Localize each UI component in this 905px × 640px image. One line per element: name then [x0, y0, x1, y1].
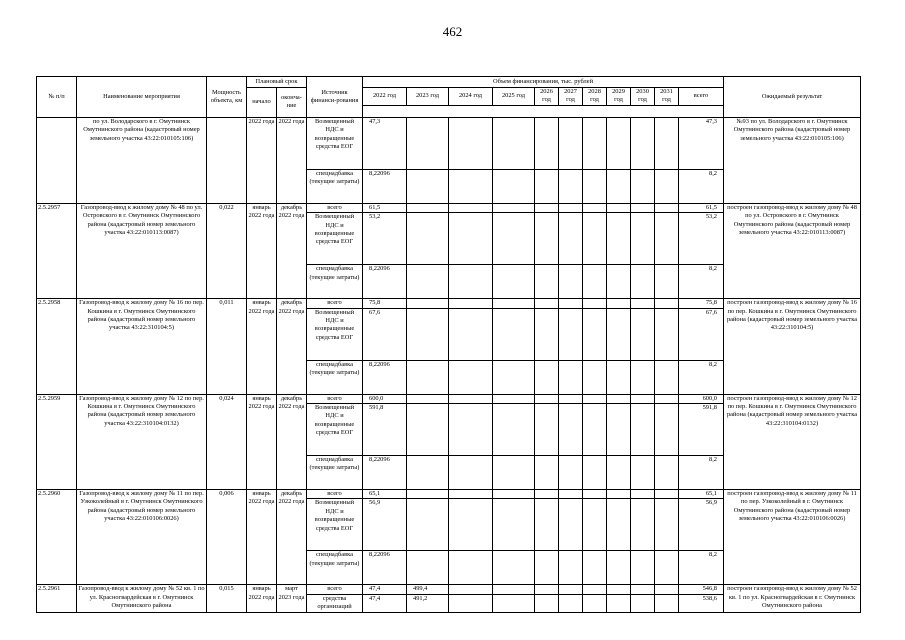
value-2022: 67,6 [363, 308, 407, 360]
value-empty [493, 404, 535, 456]
funding-source: всего [307, 394, 363, 403]
value-empty [493, 594, 535, 612]
value-empty [493, 117, 535, 169]
value-empty [607, 360, 631, 394]
funding-source: Возмещенный НДС и возвращенные средства ЕОГ [307, 117, 363, 169]
value-empty [535, 169, 559, 203]
value-2022: 47,3 [363, 117, 407, 169]
funding-source: Возмещенный НДС и возвращенные средства ЕОГ [307, 499, 363, 551]
page-number: 462 [442, 24, 463, 39]
value-empty [655, 585, 679, 594]
value-empty [607, 585, 631, 594]
funding-source: спецнадбавка (текущие затраты) [307, 360, 363, 394]
expected-result: построен газопровод-ввод к жилому дому № 52 кв. 1 по ул. Красногвардейская в г. Омутнинск Омутнинского района [724, 585, 861, 612]
funding-source: Возмещенный НДС и возвращенные средства ЕОГ [307, 213, 363, 265]
value-empty [559, 456, 583, 490]
value-total: 53,2 [679, 213, 724, 265]
capacity-value: 0,015 [207, 585, 247, 612]
value-2022: 47,4 [363, 585, 407, 594]
term-end: декабрь 2022 года [277, 299, 307, 394]
measure-name: Газопровод-ввод к жилому дому № 48 по ул. Островского в г. Омутнинск Омутнинского района (кадастровый номер земельного участка 43:22:010113:0087) [77, 203, 207, 298]
header-capacity: Мощность объекта, км [207, 77, 247, 118]
value-empty [631, 456, 655, 490]
value-empty [493, 308, 535, 360]
value-empty [559, 394, 583, 403]
value-empty [559, 203, 583, 212]
funding-source: всего [307, 490, 363, 499]
value-empty [631, 169, 655, 203]
funding-source: спецнадбавка (текущие затраты) [307, 456, 363, 490]
value-empty [607, 213, 631, 265]
value-2023 [407, 213, 449, 265]
value-empty [449, 360, 493, 394]
value-empty [583, 360, 607, 394]
value-2022: 591,8 [363, 404, 407, 456]
value-empty [583, 404, 607, 456]
value-empty [607, 394, 631, 403]
value-empty [631, 117, 655, 169]
value-total: 538,6 [679, 594, 724, 612]
value-empty [631, 308, 655, 360]
value-empty [655, 594, 679, 612]
value-empty [535, 213, 559, 265]
value-empty [535, 203, 559, 212]
funding-source: всего [307, 299, 363, 308]
value-2022: 8,22096 [363, 551, 407, 585]
capacity-value: 0,024 [207, 394, 247, 489]
value-2023 [407, 308, 449, 360]
header-term-end: оконча-ние [277, 88, 307, 118]
table-row [37, 490, 861, 499]
row-number [37, 117, 77, 203]
value-empty [655, 213, 679, 265]
value-empty [607, 456, 631, 490]
value-empty [449, 308, 493, 360]
value-2023 [407, 394, 449, 403]
header-result: Ожидаемый результат [724, 77, 861, 118]
header-year: 2022 год [363, 88, 407, 106]
value-2023 [407, 265, 449, 299]
value-empty [559, 499, 583, 551]
value-empty [655, 360, 679, 394]
value-empty [535, 585, 559, 594]
value-2022: 8,22096 [363, 456, 407, 490]
term-start: январь 2022 года [247, 585, 277, 612]
header-term-start: начало [247, 88, 277, 118]
value-empty [493, 213, 535, 265]
term-end: декабрь 2022 года [277, 203, 307, 298]
value-empty [449, 585, 493, 594]
term-start: 2022 года [247, 117, 277, 203]
funding-source: всего [307, 203, 363, 212]
header-year: 2024 год [449, 88, 493, 106]
value-empty [449, 394, 493, 403]
value-total: 56,9 [679, 499, 724, 551]
value-empty [583, 594, 607, 612]
value-empty [493, 499, 535, 551]
value-empty [583, 308, 607, 360]
header-source: Источник финанси-рования [307, 77, 363, 118]
capacity-value: 0,006 [207, 490, 247, 585]
header-year: 2028 год [583, 88, 607, 106]
value-2022: 61,5 [363, 203, 407, 212]
value-empty [583, 456, 607, 490]
value-2022: 53,2 [363, 213, 407, 265]
term-start: январь 2022 года [247, 299, 277, 394]
value-empty [655, 456, 679, 490]
funding-source: спецнадбавка (текущие затраты) [307, 169, 363, 203]
value-empty [493, 169, 535, 203]
value-2022: 75,8 [363, 299, 407, 308]
table-row [37, 585, 861, 594]
value-total: 546,8 [679, 585, 724, 594]
table-row [37, 394, 861, 403]
value-total: 65,1 [679, 490, 724, 499]
term-end: 2022 года [277, 117, 307, 203]
header-year: 2023 год [407, 88, 449, 106]
value-empty [655, 404, 679, 456]
term-end: март 2023 года [277, 585, 307, 612]
term-end: декабрь 2022 года [277, 490, 307, 585]
value-empty [655, 203, 679, 212]
value-empty [535, 394, 559, 403]
header-year: 2030 год [631, 88, 655, 106]
value-empty [655, 169, 679, 203]
value-2022: 65,1 [363, 490, 407, 499]
value-total: 8,2 [679, 169, 724, 203]
table-row [37, 117, 861, 169]
value-empty [631, 594, 655, 612]
expected-result: построен газопровод-ввод к жилому дому № 48 по ул. Островского в г. Омутнинск Омутнинского района (кадастровый номер земельного участка 43:22:010113:0087) [724, 203, 861, 298]
capacity-value: 0,022 [207, 203, 247, 298]
value-empty [583, 203, 607, 212]
value-empty [535, 490, 559, 499]
value-empty [607, 594, 631, 612]
term-end: декабрь 2022 года [277, 394, 307, 489]
row-number: 2.5.2957 [37, 203, 77, 298]
measure-name: Газопровод-ввод к жилому дому № 52 кв. 1 по ул. Красногвардейская в г. Омутнинск Омутнинского района [77, 585, 207, 612]
table-row [37, 299, 861, 308]
value-empty [449, 213, 493, 265]
value-empty [631, 265, 655, 299]
value-empty [493, 203, 535, 212]
value-empty [559, 490, 583, 499]
value-empty [583, 299, 607, 308]
value-empty [559, 594, 583, 612]
value-empty [583, 551, 607, 585]
header-name: Наименование мероприятия [77, 77, 207, 118]
value-2023 [407, 117, 449, 169]
value-empty [583, 499, 607, 551]
value-empty [631, 404, 655, 456]
value-empty [449, 499, 493, 551]
value-empty [449, 265, 493, 299]
value-empty [607, 299, 631, 308]
value-empty [655, 265, 679, 299]
value-empty [631, 551, 655, 585]
value-empty [493, 360, 535, 394]
value-empty [583, 117, 607, 169]
value-empty [631, 299, 655, 308]
value-empty [535, 117, 559, 169]
value-empty [607, 499, 631, 551]
value-empty [631, 360, 655, 394]
value-total: 591,8 [679, 404, 724, 456]
value-empty [655, 117, 679, 169]
expected-result: построен газопровод-ввод к жилому дому № 12 по пер. Кошкина в г. Омутнинск Омутнинского района (кадастровый номер земельного участка 43:22:310104:0132) [724, 394, 861, 489]
value-empty [535, 456, 559, 490]
funding-source: Возмещенный НДС и возвращенные средства ЕОГ [307, 404, 363, 456]
value-total: 75,8 [679, 299, 724, 308]
value-empty [449, 490, 493, 499]
value-empty [655, 299, 679, 308]
value-empty [449, 456, 493, 490]
value-empty [535, 299, 559, 308]
header-year: 2025 год [493, 88, 535, 106]
value-total: 61,5 [679, 203, 724, 212]
value-empty [559, 117, 583, 169]
value-empty [559, 360, 583, 394]
funding-table [36, 76, 861, 613]
table-body [37, 117, 861, 612]
value-2023: 491,2 [407, 594, 449, 612]
measure-name: Газопровод-ввод к жилому дому № 11 по пер. Узкоколейный в г. Омутнинск Омутнинского района (кадастровый номер земельного участка 43:22:010106:0026) [77, 490, 207, 585]
table-header [37, 77, 861, 118]
header-funding: Объем финансирования, тыс. рублей [363, 77, 724, 88]
header-year: 2031 год [655, 88, 679, 106]
value-empty [583, 265, 607, 299]
value-empty [631, 203, 655, 212]
value-2022: 600,0 [363, 394, 407, 403]
value-empty [535, 594, 559, 612]
capacity-value: 0,011 [207, 299, 247, 394]
value-empty [449, 551, 493, 585]
value-total: 8,2 [679, 265, 724, 299]
value-empty [559, 551, 583, 585]
header-year: 2027 год [559, 88, 583, 106]
value-empty [655, 394, 679, 403]
value-total: 8,2 [679, 456, 724, 490]
value-empty [583, 394, 607, 403]
funding-source: всего [307, 585, 363, 594]
value-empty [449, 594, 493, 612]
value-empty [535, 404, 559, 456]
value-empty [583, 490, 607, 499]
value-empty [631, 394, 655, 403]
funding-source: спецнадбавка (текущие затраты) [307, 265, 363, 299]
value-empty [607, 169, 631, 203]
value-empty [449, 404, 493, 456]
value-2022: 8,22096 [363, 265, 407, 299]
header-term: Плановый срок [247, 77, 307, 88]
value-empty [655, 551, 679, 585]
value-empty [493, 456, 535, 490]
value-empty [535, 265, 559, 299]
term-start: январь 2022 года [247, 490, 277, 585]
value-empty [449, 203, 493, 212]
value-empty [493, 551, 535, 585]
value-empty [449, 117, 493, 169]
value-empty [559, 404, 583, 456]
funding-source: Возмещенный НДС и возвращенные средства ЕОГ [307, 308, 363, 360]
value-empty [631, 499, 655, 551]
value-total: 8,2 [679, 551, 724, 585]
expected-result: построен газопровод-ввод к жилому дому № 16 по пер. Кошкина в г. Омутнинск Омутнинского района (кадастровый номер земельного участка 43:22:310104:5) [724, 299, 861, 394]
value-empty [449, 169, 493, 203]
header-year: 2029 год [607, 88, 631, 106]
capacity-value [207, 117, 247, 203]
value-empty [493, 299, 535, 308]
value-empty [559, 169, 583, 203]
value-empty [449, 299, 493, 308]
value-empty [655, 490, 679, 499]
value-empty [493, 394, 535, 403]
value-empty [535, 551, 559, 585]
value-total: 600,0 [679, 394, 724, 403]
term-start: январь 2022 года [247, 394, 277, 489]
expected-result: построен газопровод-ввод к жилому дому № 11 по пер. Узкоколейный в г. Омутнинск Омутнинского района (кадастровый номер земельного участка 43:22:010106:0026) [724, 490, 861, 585]
row-number: 2.5.2961 [37, 585, 77, 612]
value-empty [535, 360, 559, 394]
value-2023 [407, 169, 449, 203]
value-empty [607, 265, 631, 299]
value-2023 [407, 360, 449, 394]
value-empty [559, 299, 583, 308]
table-row [37, 203, 861, 212]
value-2023 [407, 499, 449, 551]
row-number: 2.5.2960 [37, 490, 77, 585]
value-total: 8,2 [679, 360, 724, 394]
value-empty [559, 308, 583, 360]
value-2023 [407, 299, 449, 308]
value-empty [631, 490, 655, 499]
value-2023 [407, 203, 449, 212]
value-empty [607, 308, 631, 360]
value-empty [655, 308, 679, 360]
value-2023 [407, 490, 449, 499]
funding-source: спецнадбавка (текущие затраты) [307, 551, 363, 585]
value-empty [607, 490, 631, 499]
value-2023: 499,4 [407, 585, 449, 594]
value-empty [607, 404, 631, 456]
header-year-total: всего [679, 88, 724, 106]
value-2022: 8,22096 [363, 360, 407, 394]
value-empty [655, 499, 679, 551]
value-empty [583, 585, 607, 594]
value-2022: 47,4 [363, 594, 407, 612]
measure-name: Газопровод-ввод к жилому дому № 12 по пер. Кошкина в г. Омутнинск Омутнинского района (кадастровый номер земельного участка 43:22:310104:0132) [77, 394, 207, 489]
value-2022: 8,22096 [363, 169, 407, 203]
value-empty [535, 308, 559, 360]
measure-name: Газопровод-ввод к жилому дому № 16 по пер. Кошкина в г. Омутнинск Омутнинского района (кадастровый номер земельного участка 43:22:310104:5) [77, 299, 207, 394]
value-empty [583, 213, 607, 265]
value-total: 47,3 [679, 117, 724, 169]
value-total: 67,6 [679, 308, 724, 360]
value-empty [631, 213, 655, 265]
funding-source: средства организаций [307, 594, 363, 612]
value-empty [493, 490, 535, 499]
value-empty [607, 203, 631, 212]
value-empty [583, 169, 607, 203]
value-2023 [407, 551, 449, 585]
value-empty [559, 265, 583, 299]
value-empty [493, 585, 535, 594]
value-2023 [407, 404, 449, 456]
value-empty [607, 117, 631, 169]
value-2023 [407, 456, 449, 490]
value-empty [559, 213, 583, 265]
row-number: 2.5.2958 [37, 299, 77, 394]
expected-result: №93 по ул. Володарского в г. Омутнинск Омутнинского района (кадастровый номер земельного участка 43:22:010105:106) [724, 117, 861, 203]
header-num: № п/п [37, 77, 77, 118]
value-empty [607, 551, 631, 585]
value-empty [559, 585, 583, 594]
value-2022: 56,9 [363, 499, 407, 551]
value-empty [535, 499, 559, 551]
row-number: 2.5.2959 [37, 394, 77, 489]
header-year: 2026 год [535, 88, 559, 106]
value-empty [631, 585, 655, 594]
term-start: январь 2022 года [247, 203, 277, 298]
value-empty [493, 265, 535, 299]
measure-name: по ул. Володарского в г. Омутнинск Омутнинского района (кадастровый номер земельного участка 43:22:010105:106) [77, 117, 207, 203]
